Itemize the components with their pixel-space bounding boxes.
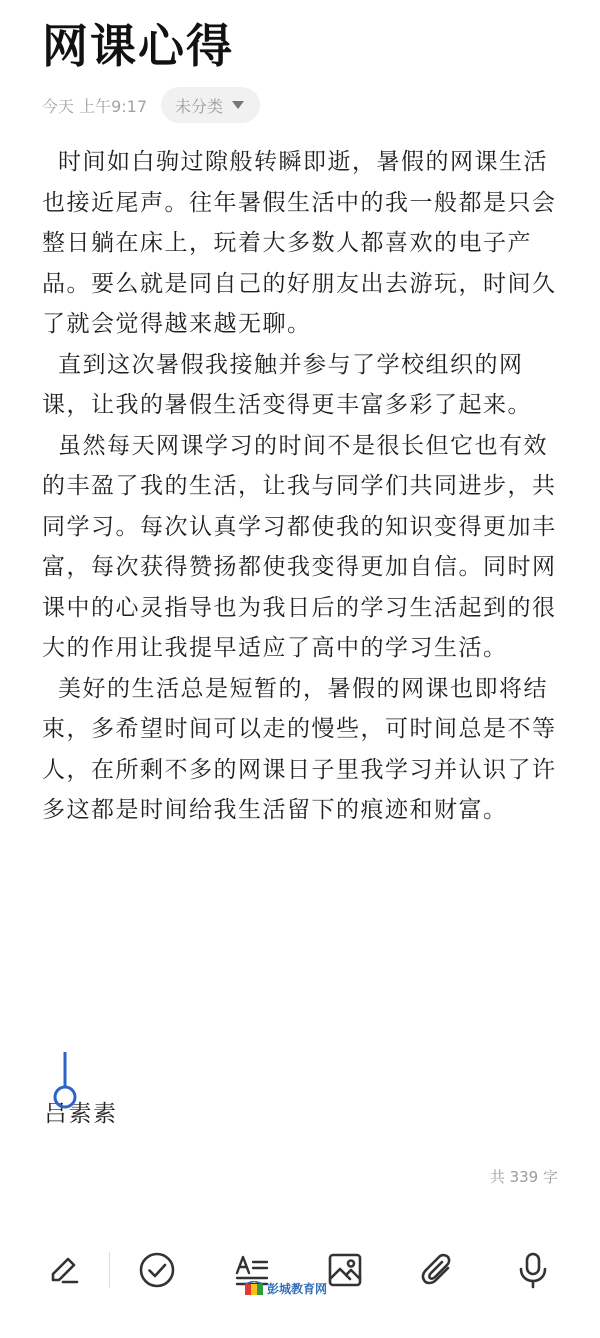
pen-button[interactable] [41,1248,85,1292]
image-icon [326,1251,364,1289]
category-label: 未分类 [175,96,224,116]
caret-down-icon [232,101,244,109]
category-dropdown[interactable] [161,87,260,123]
insert-image-button[interactable] [323,1248,367,1292]
paragraph: 时间如白驹过隙般转瞬即逝，暑假的网课生活也接近尾声。往年暑假生活中的我一般都是只会整日躺在床上，玩着大多数人都喜欢的电子产品。要么就是同自己的好朋友出去游玩，时间久了就会觉得越来越无聊。 [42,149,557,337]
watermark-text: 彭城教育网 [267,1282,328,1296]
checklist-button[interactable] [135,1248,179,1292]
text-cursor-handle-icon[interactable] [52,1052,78,1112]
pen-icon [45,1252,81,1288]
watermark [244,1280,327,1297]
note-title[interactable]: 网课心得 [42,19,234,73]
timestamp: 今天 上午9:17 [42,96,148,116]
note-meta [42,86,260,124]
paragraph: 美好的生活总是短暂的，暑假的网课也即将结束，多希望时间可以走的慢些，可时间总是不等人，在所剩不多的网课日子里我学习并认识了许多这都是时间给我生活留下的痕迹和财富。 [42,675,557,823]
microphone-icon [516,1251,550,1289]
paragraph: 直到这次暑假我接触并参与了学校组织的网课，让我的暑假生活变得更丰富多彩了起来。 [42,351,532,418]
watermark-logo-icon [244,1281,264,1297]
toolbar-divider [109,1252,110,1288]
word-count: 共 339 字 [489,1168,558,1186]
note-body[interactable] [42,142,562,831]
paragraph: 虽然每天网课学习的时间不是很长但它也有效的丰盈了我的生活，让我与同学们共同进步，共同学习。每次认真学习都使我的知识变得更加丰富，每次获得赞扬都使我变得更加自信。同时网课中的心灵指导也为我日后的学习生活起到的很大的作用让我提早适应了高中的学习生活。 [42,432,557,661]
attachment-button[interactable] [416,1248,460,1292]
paperclip-icon [419,1251,457,1289]
voice-input-button[interactable] [511,1248,555,1292]
check-circle-icon [138,1251,176,1289]
signature[interactable]: 吕素素 [44,1101,118,1127]
